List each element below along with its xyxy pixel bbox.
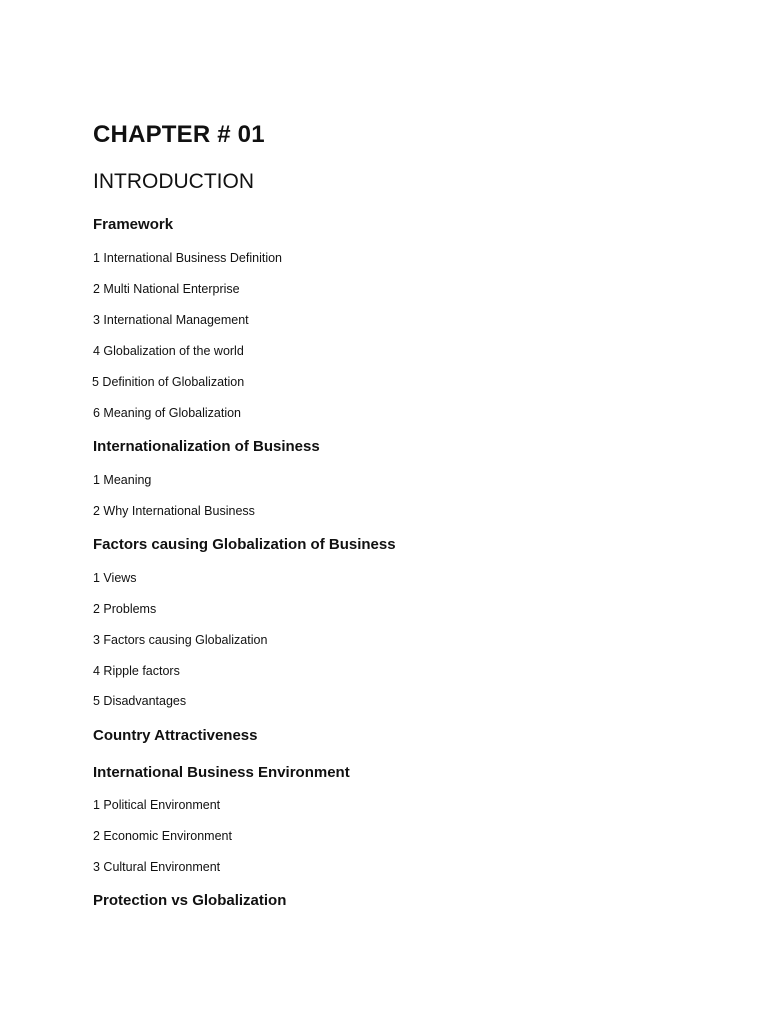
list-item: 1 International Business Definition [93,251,283,265]
list-item: 2 Problems [93,602,157,616]
list-item: 5 Definition of Globalization [92,375,245,389]
list-item: 3 Factors causing Globalization [93,633,268,647]
section-heading: Internationalization of Business [93,438,320,455]
list-item: 2 Multi National Enterprise [93,282,240,296]
section-heading: Framework [93,216,174,233]
chapter-subtitle: INTRODUCTION [93,170,254,193]
section-heading: International Business Environment [93,764,350,781]
list-item: 2 Economic Environment [93,829,232,843]
list-item: 3 International Management [93,313,249,327]
list-item: 3 Cultural Environment [93,860,221,874]
list-item: 5 Disadvantages [93,694,187,708]
list-item: 4 Ripple factors [93,664,180,678]
list-item: 1 Views [93,571,137,585]
list-item: 6 Meaning of Globalization [93,406,242,420]
section-heading: Factors causing Globalization of Business [93,536,396,553]
list-item: 2 Why International Business [93,504,255,518]
list-item: 1 Meaning [93,473,152,487]
list-item: 4 Globalization of the world [93,344,244,358]
section-heading: Protection vs Globalization [93,892,287,909]
list-item: 1 Political Environment [93,798,221,812]
section-heading: Country Attractiveness [93,727,258,744]
chapter-title: CHAPTER # 01 [93,121,265,148]
